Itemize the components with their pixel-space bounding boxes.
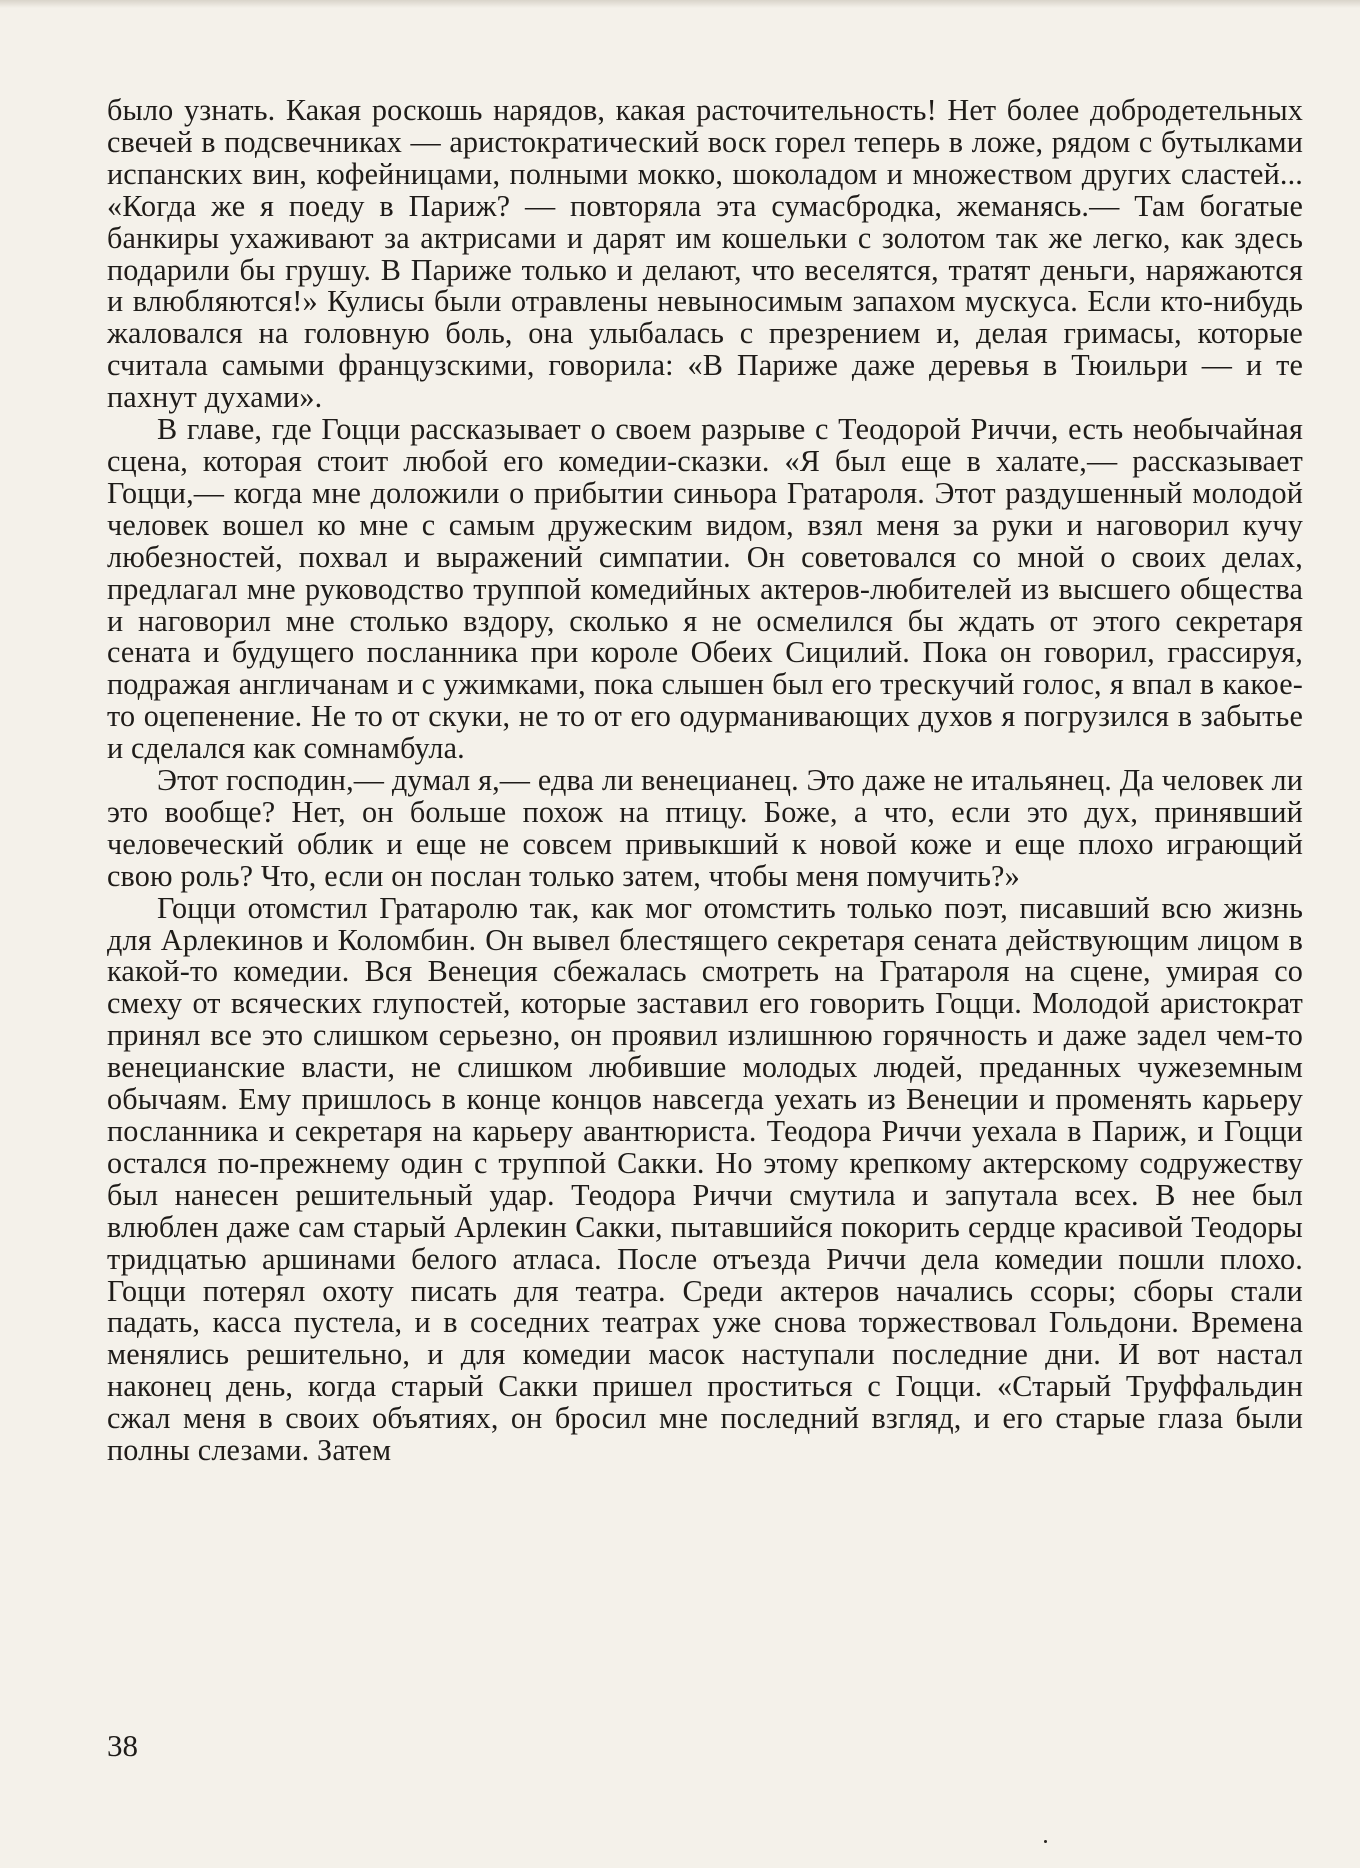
paragraph-4: Гоцци отомстил Гратаролю так, как мог отомстить только поэт, писавший всю жизнь для Арлекинов и Коломбин. Он вывел блестящего секретаря сената действующим лицом в какой-то комедии. Вся Венеция сбежалась смотреть на Гратароля на сцене, умирая со смеху от всяческих глупостей, которые заставил его говорить Гоцци. Молодой аристократ принял все это слишком серьезно, он проявил излишнюю горячность и даже задел чем-то венецианские власти, не слишком любившие молодых людей, преданных чужеземным обычаям. Ему пришлось в конце концов навсегда уехать из Венеции и променять карьеру посланника и секретаря на карьеру авантюриста. Теодора Риччи уехала в Париж, и Гоцци остался по-прежнему один с труппой Сакки. Но этому крепкому актерскому содружеству был нанесен решительный удар. Теодора Риччи смутила и запутала всех. В нее был влюблен даже сам старый Арлекин Сакки, пытавшийся покорить сердце красивой Теодоры тридцатью аршинами белого атласа. После отъезда Риччи дела комедии пошли плохо. Гоцци потерял охоту писать для театра. Среди актеров начались ссоры; сборы стали падать, касса пустела, и в соседних театрах уже снова торжествовал Гольдони. Времена менялись решительно, и для комедии масок наступали последние дни. И вот настал наконец день, когда старый Сакки пришел проститься с Гоцци. «Старый Труффальдин сжал меня в своих объятиях, он бросил мне последний взгляд, и его старые глаза были полны слезами. Затем [107,890,1303,1468]
scan-speck [1044,1840,1047,1843]
paragraph-2: В главе, где Гоцци рассказывает о своем разрыве с Теодорой Риччи, есть необычайная сцена, которая стоит любой его комедии-сказки. «Я был еще в халате,— рассказывает Гоцци,— когда мне доложили о прибытии синьора Гратароля. Этот раздушенный молодой человек вошел ко мне с самым дружеским видом, взял меня за руки и наговорил кучу любезностей, похвал и выражений симпатии. Он советовался со мной о своих делах, предлагал мне руководство труппой комедийных актеров-любителей из высшего общества и наговорил мне столько вздору, сколько я не осмелился бы ждать от этого секретаря сената и будущего посланника при короле Обеих Сицилий. Пока он говорил, грассируя, подражая англичанам и с ужимками, пока слышен был его трескучий голос, я впал в какое-то оцепенение. Не то от скуки, не то от его одурманивающих духов я погрузился в забытье и сделался как сомнамбула. [107,412,1303,766]
paragraph-3: Этот господин,— думал я,— едва ли венецианец. Это даже не итальянец. Да человек ли это вообще? Нет, он больше похож на птицу. Боже, а что, если это дух, принявший человеческий облик и еще не совсем привыкший к новой коже и еще плохо играющий свою роль? Что, если он послан только затем, чтобы меня помучить?» [107,763,1303,893]
scan-edge-shadow [0,0,1360,8]
paragraph-1: было узнать. Какая роскошь нарядов, какая расточительность! Нет более добродетельных свечей в подсвечниках — аристократический воск горел теперь в ложе, рядом с бутылками испанских вин, кофейницами, полными мокко, шоколадом и множеством других сластей... «Когда же я поеду в Париж? — повторяла эта сумасбродка, жеманясь.— Там богатые банкиры ухаживают за актрисами и дарят им кошельки с золотом так же легко, как здесь подарили бы грушу. В Париже только и делают, что веселятся, тратят деньги, наряжаются и влюбляются!» Кулисы были отравлены невыносимым запахом мускуса. Если кто-нибудь жаловался на головную боль, она улыбалась с презрением и, делая гримасы, которые считала самыми французскими, говорила: «В Париже даже деревья в Тюильри — и те пахнут духами». [107,93,1303,415]
body-text [107,95,1303,1467]
page-number: 38 [107,1728,138,1763]
